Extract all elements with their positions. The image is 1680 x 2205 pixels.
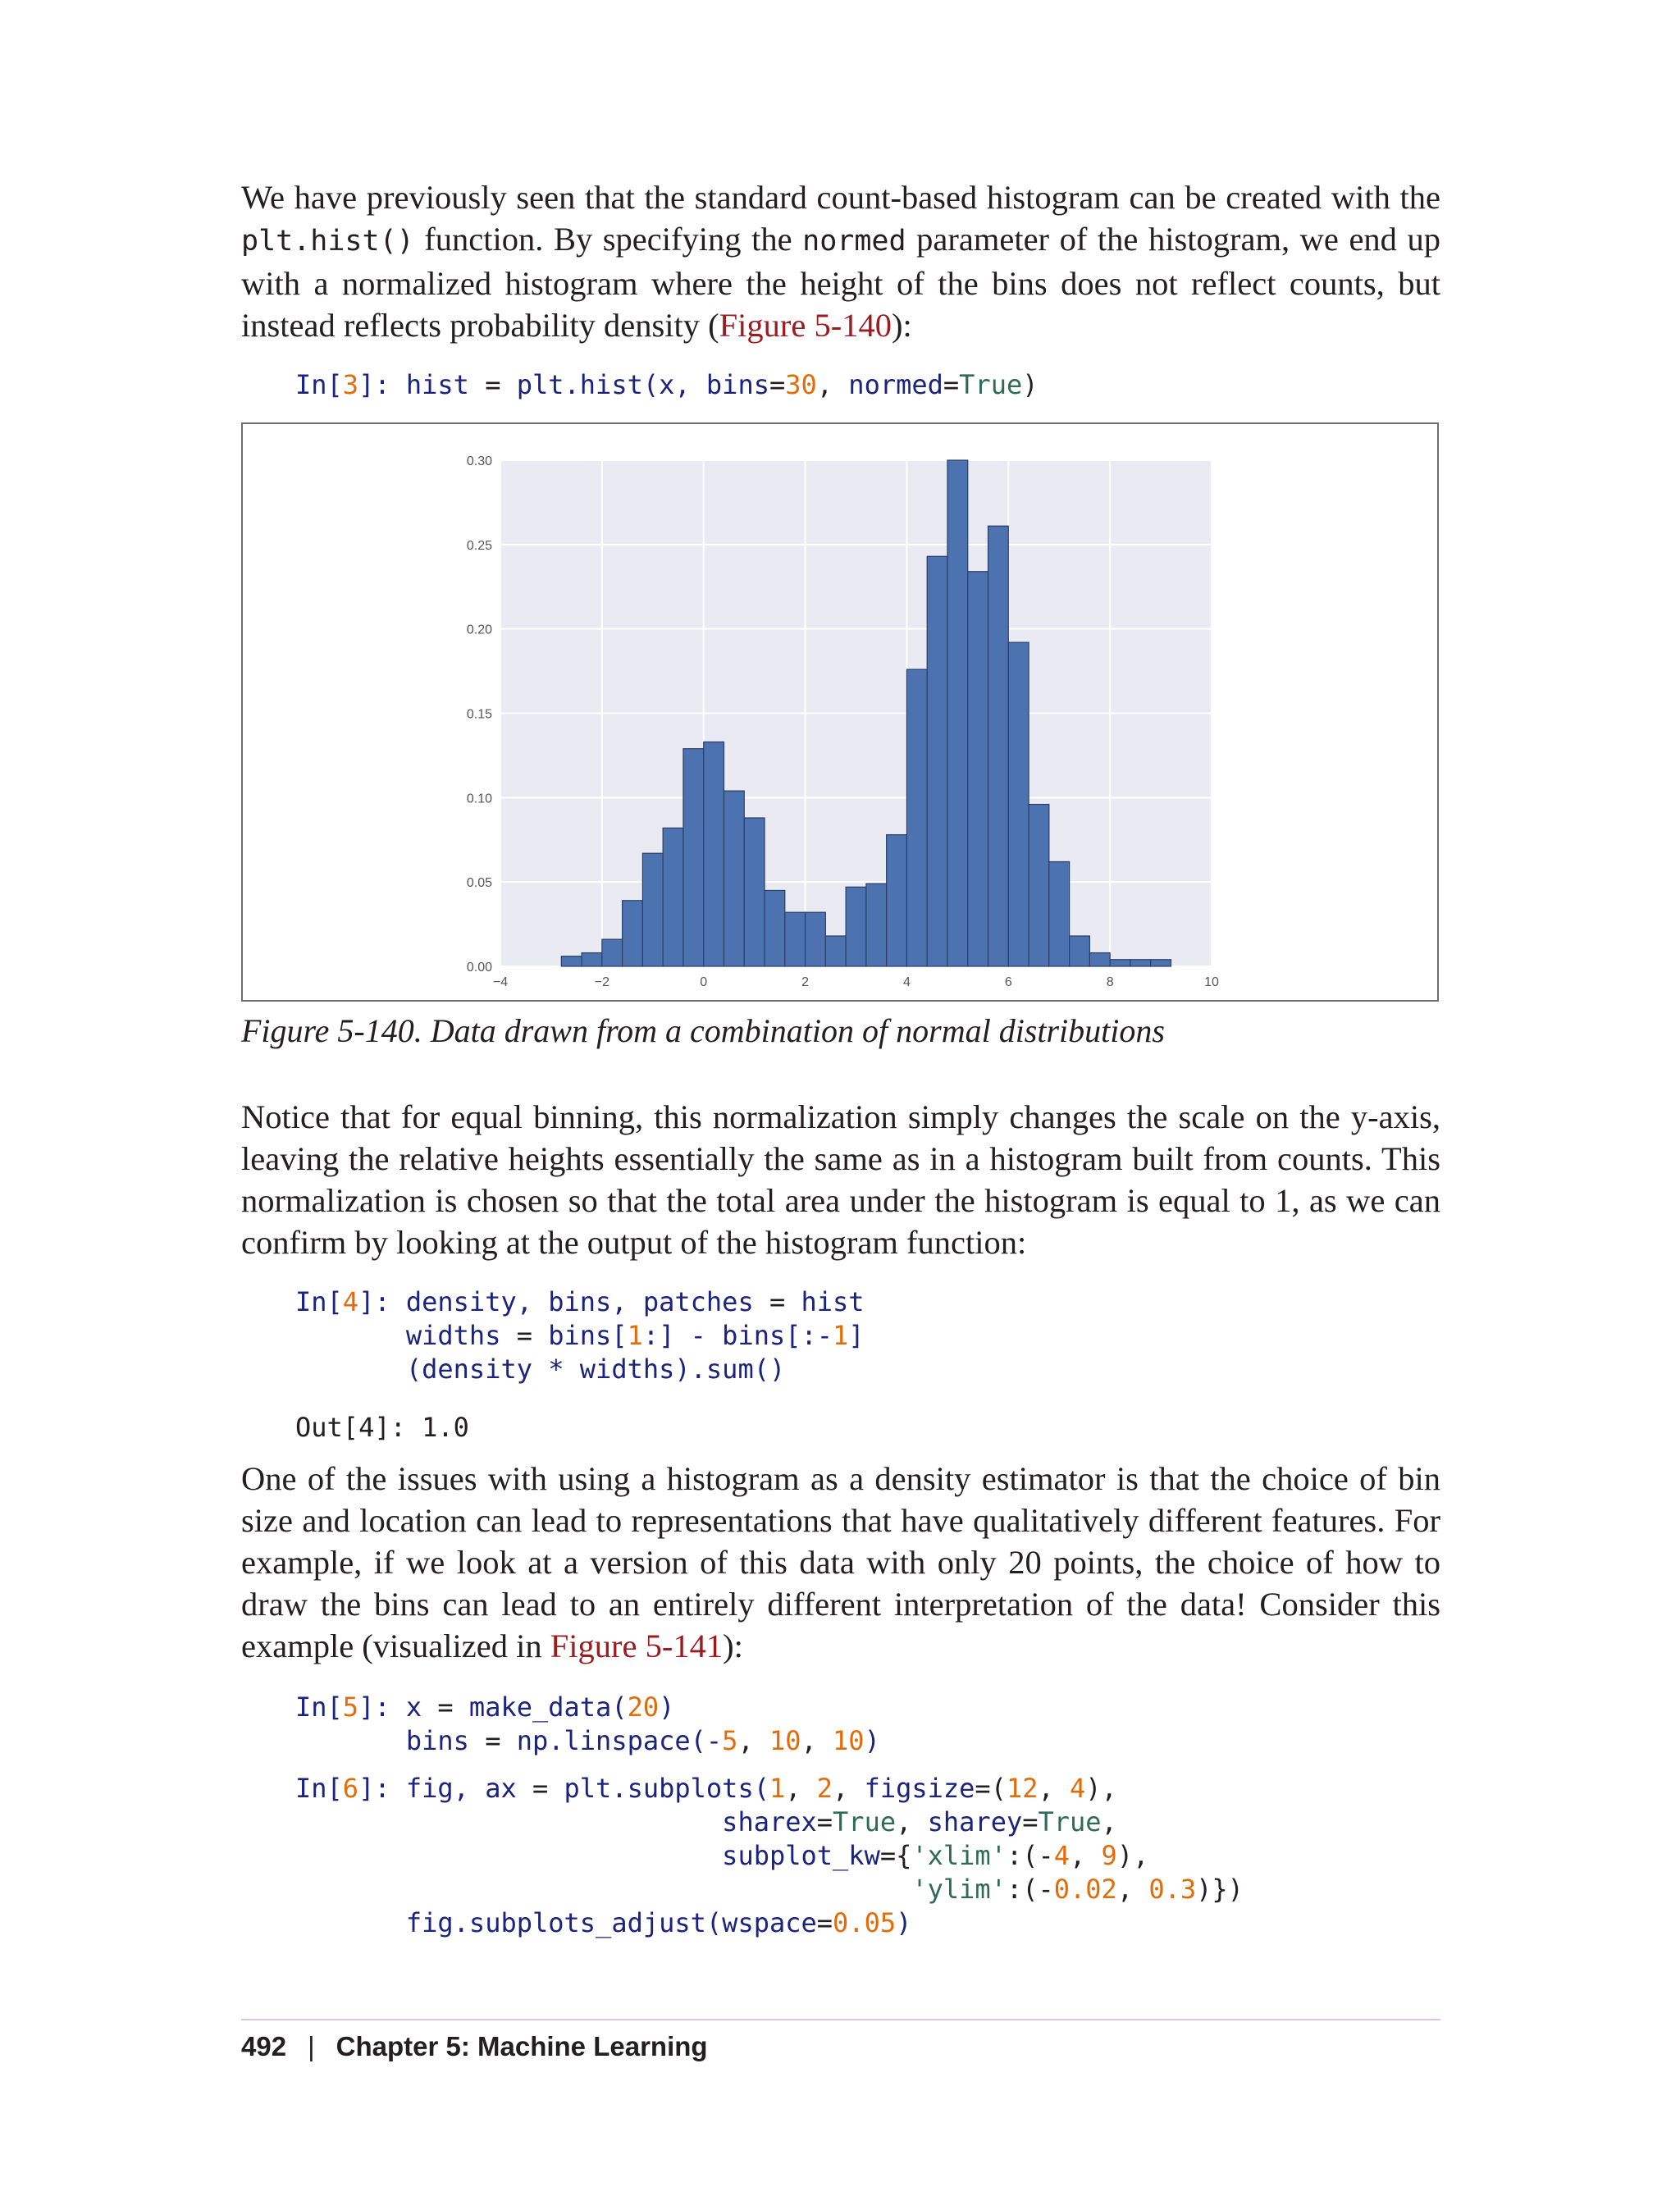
histogram-bar: [642, 853, 663, 966]
y-tick-label: 0.15: [466, 707, 492, 722]
x-axis-ticks: [493, 975, 1219, 989]
y-tick-label: 0.00: [466, 961, 492, 975]
y-tick-label: 0.05: [466, 876, 492, 891]
paragraph-text: We have previously seen that the standard count-based histogram can be created with the: [241, 179, 1440, 216]
histogram-bar: [724, 791, 744, 966]
histogram-bar: [1070, 936, 1090, 966]
histogram-bar: [765, 890, 785, 966]
x-tick-label: −4: [492, 975, 509, 989]
x-tick-label: 4: [902, 975, 911, 989]
histogram-bar: [1151, 960, 1171, 966]
histogram-bar: [623, 901, 643, 966]
code-cell-in3: In[3]: hist = plt.hist(x, bins=30, normed=True): [295, 369, 1039, 400]
chapter-title: Chapter 5: Machine Learning: [336, 2031, 708, 2061]
paragraph-text: ):: [891, 307, 912, 344]
footer-divider: [241, 2019, 1440, 2020]
x-tick-label: 6: [1004, 975, 1012, 989]
x-tick-label: 2: [801, 975, 810, 989]
paragraph-text: ):: [723, 1628, 743, 1664]
histogram-bar: [602, 939, 623, 966]
histogram-bar: [988, 526, 1009, 966]
normalization-paragraph: Notice that for equal binning, this normalization simply changes the scale on the y-axis, leaving the relative heights essentially the same as in a histogram built from counts. This normalization is chosen so that the total area under the histogram is equal to 1, as we can confirm by looking at the output of the histogram function:: [241, 1098, 1440, 1261]
code-cell-in6: In[6]: fig, ax = plt.subplots(1, 2, figsize=(12, 4), sharex=True, sharey=True, subplot_kw={'xlim':(-4, 9), 'ylim':(-0.02, 0.3)}) fig.subplots_adjust(wspace=0.05): [295, 1773, 1244, 1938]
code-output-out4: Out[4]: 1.0: [295, 1412, 469, 1443]
paragraph-text: function. By specifying the: [413, 221, 803, 258]
histogram-bar: [1008, 642, 1029, 966]
y-tick-label: 0.25: [466, 538, 492, 553]
figure-link[interactable]: Figure 5-140: [719, 307, 892, 344]
code-cell-in5: In[5]: x = make_data(20) bins = np.linspace(-5, 10, 10): [295, 1691, 880, 1756]
histogram-bar: [927, 556, 947, 966]
histogram-bar: [561, 956, 582, 966]
page-footer: [241, 2029, 708, 2065]
intro-paragraph: [241, 176, 1440, 346]
y-tick-label: 0.20: [466, 623, 492, 637]
histogram-bar: [887, 835, 907, 966]
figure-caption: Figure 5-140. Data drawn from a combination of normal distributions: [241, 1012, 1165, 1049]
paragraph-text: parameter of the histogram, we end up with a normalized histogram where the height of the bins does not reflect counts, but instead reflects probability density (: [241, 221, 1440, 344]
x-tick-label: 8: [1106, 975, 1114, 989]
figure-5-140: [241, 422, 1439, 1002]
x-tick-label: 10: [1204, 975, 1219, 989]
histogram-bar: [582, 953, 602, 966]
figure-link[interactable]: Figure 5-141: [550, 1628, 724, 1664]
histogram-bar: [806, 912, 826, 966]
histogram-bar: [744, 818, 765, 966]
bin-issue-paragraph: [241, 1458, 1440, 1667]
inline-code: normed: [802, 225, 906, 258]
histogram-bar: [1089, 953, 1110, 966]
histogram-bar: [1029, 805, 1049, 966]
y-axis-ticks: [467, 454, 492, 975]
histogram-bar: [947, 460, 968, 966]
histogram-bar: [825, 936, 846, 966]
histogram-bar: [846, 887, 866, 966]
histogram-chart: [243, 424, 1440, 1003]
y-tick-label: 0.10: [466, 792, 492, 806]
histogram-bar: [683, 749, 704, 966]
y-tick-label: 0.30: [466, 454, 492, 468]
histogram-bar: [785, 912, 806, 966]
histogram-bar: [1110, 960, 1130, 966]
histogram-bar: [663, 828, 683, 966]
x-tick-label: 0: [700, 975, 708, 989]
histogram-bar: [1130, 960, 1151, 966]
page-number: 492: [241, 2031, 287, 2061]
paragraph-text: One of the issues with using a histogram as a density estimator is that the choice of bin size and location can lead to representations that have qualitatively different features. For example, if we look at a version of this data with only 20 points, the choice of how to draw the bins can lead to an entirely different interpretation of the data! Consider this example (visualized in: [241, 1460, 1440, 1664]
footer-separator: |: [308, 2031, 315, 2061]
histogram-bar: [866, 883, 887, 966]
histogram-bar: [906, 669, 927, 966]
histogram-bar: [1049, 861, 1070, 966]
x-tick-label: −2: [594, 975, 609, 989]
histogram-bar: [968, 572, 988, 966]
inline-code: plt.hist(): [241, 225, 414, 258]
histogram-bar: [704, 742, 724, 966]
code-cell-in4: In[4]: density, bins, patches = hist widths = bins[1:] - bins[:-1] (density * widths).sum(): [295, 1286, 865, 1385]
